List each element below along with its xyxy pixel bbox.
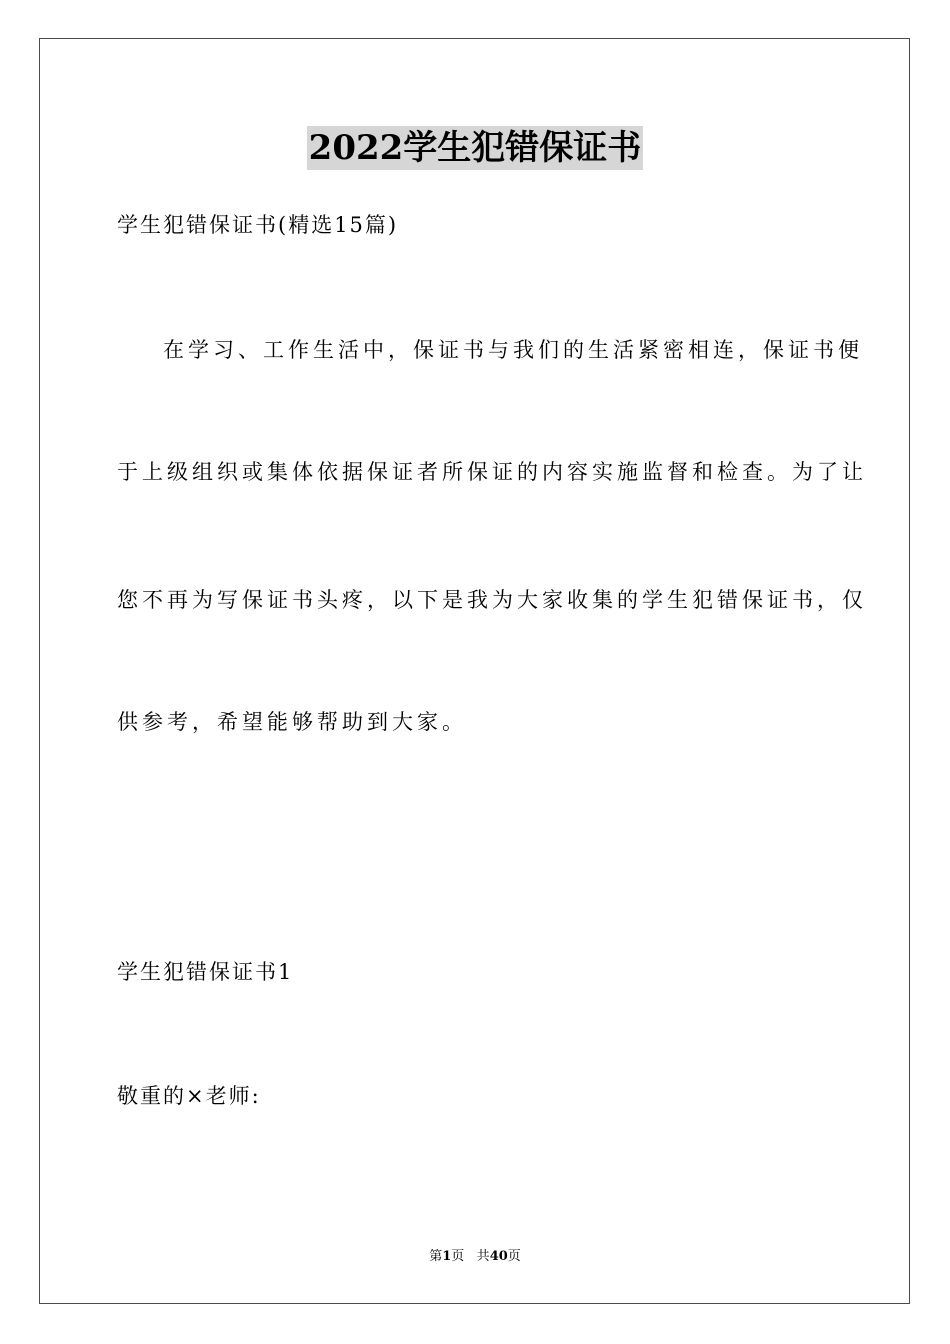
total-suffix: 页 <box>507 1249 521 1264</box>
page-suffix: 页 <box>451 1249 465 1264</box>
total-prefix: 共 <box>476 1249 490 1264</box>
page-current: 1 <box>442 1249 452 1264</box>
document-subtitle: 学生犯错保证书(精选15篇) <box>117 213 399 237</box>
intro-line-3: 您不再为写保证书头疼，以下是我为大家收集的学生犯错保证书，仅 <box>117 588 867 612</box>
title-container <box>0 126 950 170</box>
section-heading: 学生犯错保证书1 <box>117 960 294 984</box>
intro-line-4: 供参考，希望能够帮助到大家。 <box>117 710 467 734</box>
document-title: 2022学生犯错保证书 <box>308 128 642 168</box>
intro-line-1: 在学习、工作生活中，保证书与我们的生活紧密相连，保证书便 <box>163 338 863 362</box>
page-prefix: 第 <box>429 1249 443 1264</box>
page-total: 40 <box>489 1249 508 1264</box>
intro-line-2: 于上级组织或集体依据保证者所保证的内容实施监督和检查。为了让 <box>117 460 867 484</box>
page-footer <box>0 1248 950 1266</box>
salutation: 敬重的×老师: <box>117 1084 261 1108</box>
